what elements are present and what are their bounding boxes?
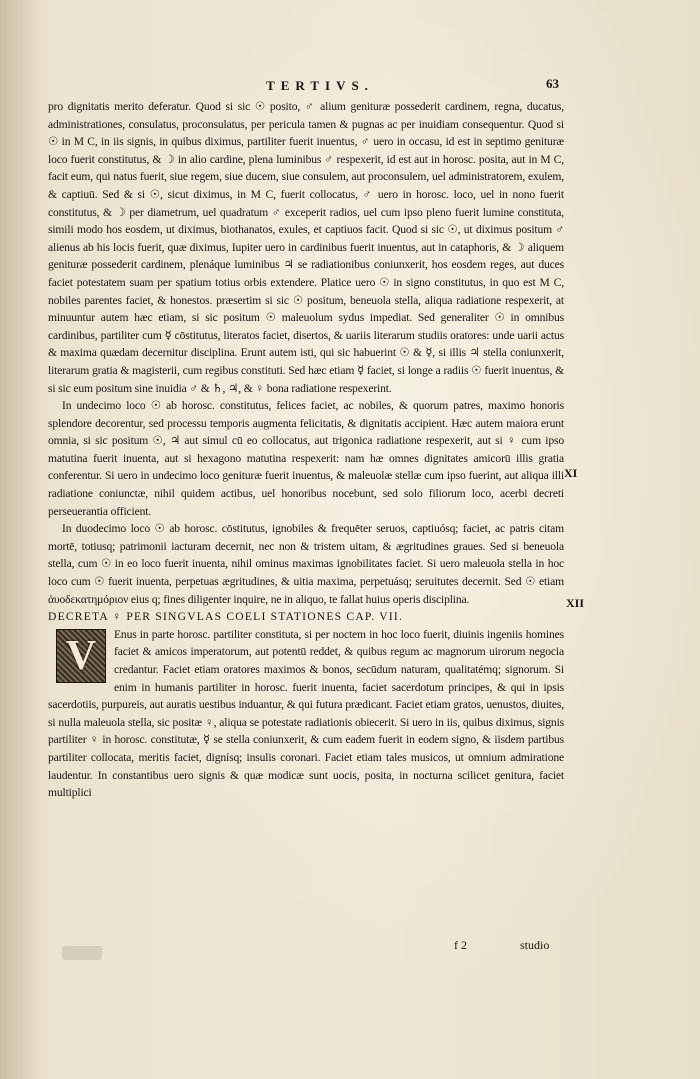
- signature-mark: f 2: [454, 938, 467, 952]
- folio-number: 63: [546, 76, 559, 91]
- margin-note-xii: XII: [566, 596, 585, 610]
- main-text-block: [48, 98, 564, 802]
- paragraph-venus-decrees: [48, 626, 564, 802]
- gutter-shadow: [0, 0, 38, 1079]
- catchword: studio: [520, 938, 550, 952]
- chapter-heading: DECRETA ♀ PER SINGVLAS COELI STATIONES CAP. VII.: [48, 610, 404, 624]
- decorated-initial: [56, 629, 106, 683]
- running-head: TERTIVS.: [266, 78, 374, 93]
- paragraph-eleventh-house: In undecimo loco ☉ ab horosc. constitutus, felices faciet, ac nobiles, & quorum patres, maximo honoris splendore decorentur, sed processu temporis augmenta felicitatis, & dignitatis accipient. Hæc autem maiora erunt omnia, si sic positum ☉, ♃ aut simul cū eo collocatus, aut trigonica radiatione respexerit, aut si ♀ cum ipso matutina fuerit inuenta, aut si hexagono matutina respexerit: nam hæ omnes dignitates amicorū illis gratia conferentur. Si uero in undecimo loco genituræ fuerit inuentus, & maleuolæ stellæ cum ipso fuerint, aut aliqua illi radiatione coniunctæ, nihil quidem actibus, uel honoribus nocebunt, sed solo filiorum loco, acerbi decreti perseuerantia officient.: [48, 399, 564, 518]
- paragraph-twelfth-house: In duodecimo loco ☉ ab horosc. cōstitutus, ignobiles & frequēter seruos, captiuósq; faciet, ac patris citam mortē, totiusq; patrimonii iacturam decernit, nec non & tristem uitam, & ægritudines graues. Sed si beneuola stella, cum ☉ in eo loco fuerit inuenta, nihil ominus maximas ignobilitates faciet. Si uero maleuola stella in hoc loco cum ☉ fuerit inuenta, perpetuas ægritudines, & uitia maxima, perpetuásq; seruitutes decernit. Sed ☉ etiam ἀυοδεκατημόριον eius q; fines diligenter inquire, ne in aliquo, te fallat huius operis disciplina.: [48, 522, 564, 606]
- paragraph-venus-text: Enus in parte horosc. partiliter constituta, si per noctem in hoc loco fuerit, diuinis ingeniis homines faciet & amicos imperatorum, aut potentū reddet, & quibus regum ac magnorum uirorum negocia credantur. Faciet etiam oratores maximos & bonos, secūdum naturam, qualitatémq; signorum. Si enim in humanis partiliter in horosc. fuerit inuenta, faciet sacerdotum principes, & qui in ipsis sacerdotiis, purpureis, aut auratis uestibus induantur, & qui futura prædicant. Faciet etiam gratos, uenustos, diuites, si nulla maleuola stella, sic positæ ♀, aliqua se potestate radiationis obiecerit. Si uero in iis, quibus diximus, signis partiliter ♀ in horosc. constitutæ, ☿ se stella coniunxerit, & cum eadem fuerit in eodem signo, & iisdem partibus partiliter collocata, meritis faciet, dignísq; insulis coronari. Faciet etiam tales musicos, ut omnium admiratione laudentur. In constantibus uero signis & quæ modicæ sunt uocis, posita, in nocturna scilicet genitura, faciet multiplici: [48, 627, 564, 800]
- decorated-initial-letter: V: [65, 632, 97, 679]
- paragraph-sun-in-cardines: pro dignitatis merito deferatur. Quod si sic ☉ posito, ♂ alium genituræ possederit cardinem, regna, ducatus, administrationes, consulatus, proconsulatus, per pericula tamen & pugnas ac per inuidiam consequentur. Quod si ☉ in M C, in iis signis, in quibus diximus, partiliter fuerit inuentus, ♂ uero in occasu, id est in septimo genituræ loco fuerit constitutus, & ☽ in alio cardine, plena luminibus ♂ respexerit, id est aut in horosc. posita, aut in M C, facit eum, qui natus fuerit, siue regem, siue ducem, siue consulem, aut proconsulem, uel administratorem, exulem, & captiuū. Sed & si ☉, sicut diximus, in M C, fuerit collocatus, ♂ uero in horosc. loco, uel in nono fuerit constitutus, & ☽ per diametrum, uel quadratum ♂ exceperit radios, uel cum ipso pleno fuerit lumine constituta, simili modo hos eosdem, ut diximus, biothanatos, exules, et captiuos facit. Quod si sic ☉, ut diximus positum ♂ alienus ab his locis fuerit, quæ diximus, Iupiter uero in cardinibus fuerit inuentus, aut in cataphoris, & ☽ aliquem genituræ possederit cardinem, plenáque luminibus ♃ se radiationibus coniunxerit, hos eosdem reges, aut duces faciet potestatem suam per spatium totius orbis extendere. Platice uero ☉ in signo constitutus, in quo est M C, nobiles parentes faciet, & honestos. præsertim si sic ☉ positum, beneuola stella, aliqua radiatione respexerit, at minuuntur autem hæc etiam, si sic positum ☉ maleuolum sydus impediat. Sed generaliter ☉ in omnibus cardinibus, partiliter cum ☿ cōstitutus, literatos faciet, disertos, & uariis literarum studiis oratores: unde uarii actus & maxima quædam decernitur disciplina. Erunt autem isti, qui sic habuerint ☉ & ☿, si illis ♃ stella coniunxerit, literarum gratia & magisterii, cum regibus constituti. Sed hæc etiam ☿ faciet, si longe a radiis ☉ fuerit inuentus, & si sic eum positum sine inuidia ♂ & ♄, ♃, & ♀ bona radiatione respexerint.: [48, 100, 564, 395]
- margin-note-xi: XI: [564, 466, 578, 480]
- ink-bleed-mark: [62, 946, 102, 960]
